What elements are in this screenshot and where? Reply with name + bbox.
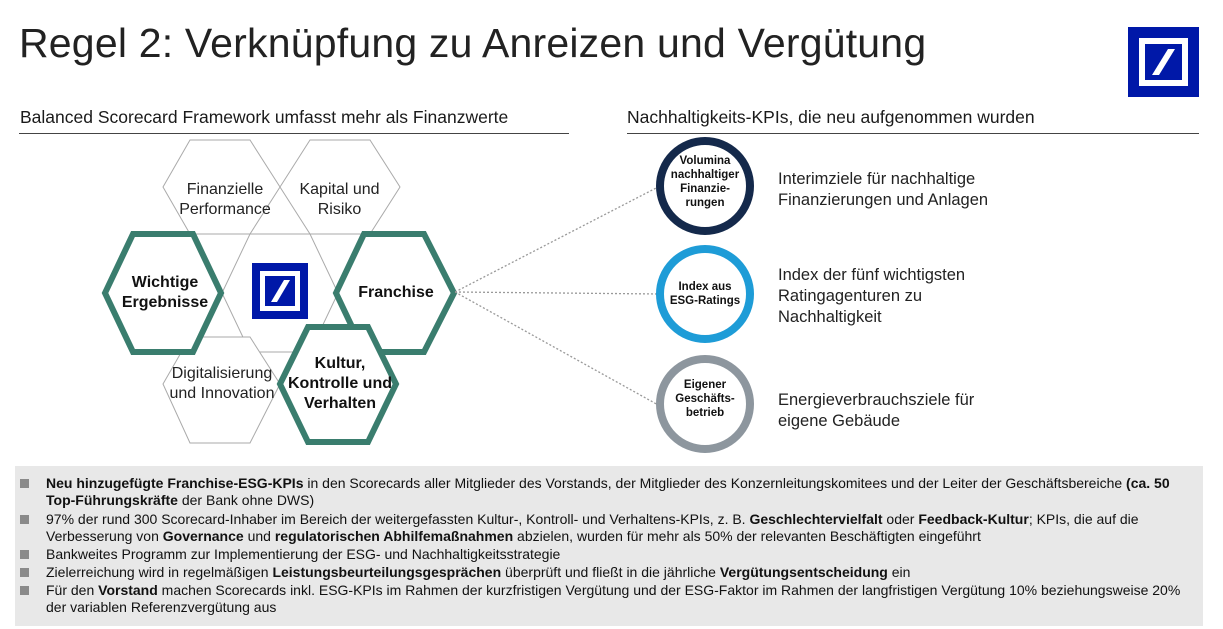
page-title: Regel 2: Verknüpfung zu Anreizen und Vergütung: [19, 20, 927, 66]
hex-label-kultur: Kultur, Kontrolle und Verhalten: [288, 355, 392, 412]
deutsche-bank-logo: [1128, 27, 1199, 97]
kpi-label-3: Eigener Geschäfts-betrieb: [675, 379, 735, 419]
hex-label-digital: Digitalisierung und Innovation: [169, 365, 275, 402]
hex-label-wichtige: Wichtige Ergebnisse: [121, 274, 209, 311]
right-section-heading: Nachhaltigkeits-KPIs, die neu aufgenommen wurden: [627, 107, 1035, 127]
left-section-heading: Balanced Scorecard Framework umfasst mehr als Finanzwerte: [20, 107, 509, 127]
bullet-square-icon: [20, 479, 29, 488]
hex-label-franchise: Franchise: [358, 284, 434, 301]
kpi-description-1: Interimziele für nachhaltige Finanzierungen und Anlagen: [778, 170, 989, 209]
connector-to-kpi-1: [455, 186, 660, 292]
bullet-item-3: Bankweites Programm zur Implementierung der ESG- und Nachhaltigkeitsstrategie: [20, 546, 1190, 563]
bullet-square-icon: [20, 550, 29, 559]
kpi-label-2: Index aus ESG-Ratings: [669, 281, 741, 307]
bullet-1-bold-1: Neu hinzugefügte Franchise-ESG-KPIs: [46, 475, 304, 491]
kpi-description-3: Energieverbrauchsziele für eigene Gebäude: [778, 391, 975, 430]
kpi-label-1: Volumina nachhaltiger Finanzie-rungen: [670, 155, 740, 209]
hex-label-kapital: Kapital und Risiko: [299, 181, 380, 218]
connector-lines: [455, 150, 675, 440]
kpi-description-2: Index der fünf wichtigsten Ratingagenturen zu Nachhaltigkeit: [778, 266, 966, 326]
center-logo-icon: [252, 263, 308, 319]
hex-label-finanzielle: Finanzielle Performance: [179, 181, 271, 218]
connector-to-kpi-3: [455, 292, 660, 406]
bullet-item-2: 97% der rund 300 Scorecard-Inhaber im Bereich der weitergefassten Kultur-, Kontroll- und Verhaltens-KPIs, z. B. Geschlechtervielfalt oder Feedback-Kultur; KPIs, die auf die Verbesserung von Governance und regulatorischen Abhilfemaßnahmen abzielen, wurden für mehr als 50% der relevanten Beschäftigten eingeführt: [20, 511, 1190, 545]
left-heading-rule: [19, 133, 569, 134]
bullet-item-5: Für den Vorstand machen Scorecards inkl. ESG-KPIs im Rahmen der kurzfristigen Vergütung und der ESG-Faktor im Rahmen der langfristigen Vergütung 10% beziehungsweise 20% der variablen Referenzvergütung aus: [20, 582, 1190, 616]
bullet-item-4: Zielerreichung wird in regelmäßigen Leistungsbeurteilungsgesprächen überprüft und fließt in die jährliche Vergütungsentscheidung ein: [20, 564, 1190, 581]
bullet-1-bold-2: (ca. 50 Top-Führungskräfte: [46, 475, 1170, 508]
bullet-square-icon: [20, 568, 29, 577]
connector-to-kpi-2: [455, 292, 660, 294]
bullet-square-icon: [20, 515, 29, 524]
bullet-square-icon: [20, 586, 29, 595]
bullet-item-1: Neu hinzugefügte Franchise-ESG-KPIs in den Scorecards aller Mitglieder des Vorstands, der Mitglieder des Konzernleitungskomitees und der Leiter der Geschäftsbereiche (ca. 50 Top-Führungskräfte der Bank ohne DWS): [20, 475, 1190, 509]
bullet-panel: [15, 466, 1203, 626]
